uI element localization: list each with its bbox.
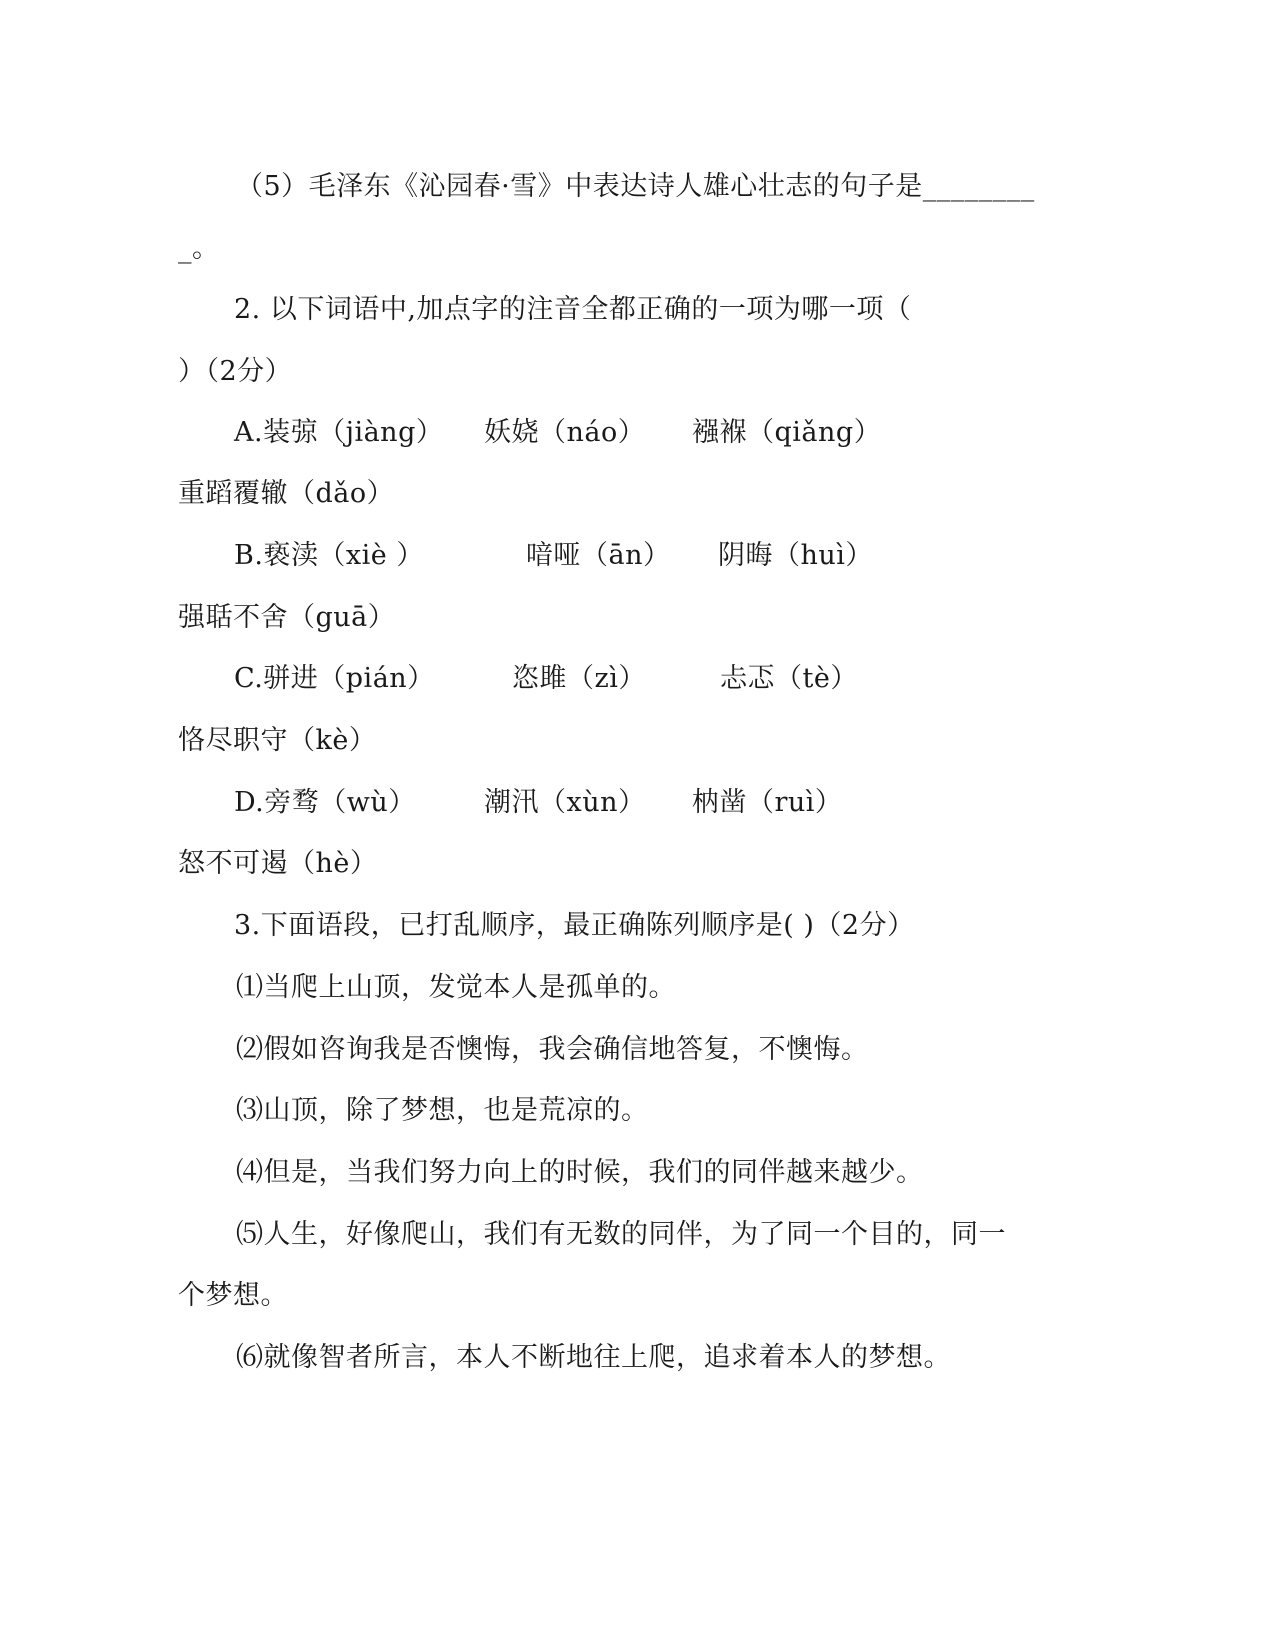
q2-option-d-item-2: 潮汛（xùn） xyxy=(484,787,646,818)
q3-stem: 3.下面语段，已打乱顺序，最正确陈列顺序是( )（2分） xyxy=(234,910,915,941)
q1-item5-continuation: _。 xyxy=(178,233,220,264)
q3-sentence-2: ⑵假如咨询我是否懊悔，我会确信地答复，不懊悔。 xyxy=(236,1034,869,1065)
q2-option-a-item-1: A.装弶（jiàng） xyxy=(234,417,444,448)
q2-option-a-item-4: 重蹈覆辙（dǎo） xyxy=(178,478,395,509)
q2-option-b-item-3: 阴晦（huì） xyxy=(718,540,873,571)
q3-sentence-3: ⑶山顶，除了梦想，也是荒凉的。 xyxy=(236,1095,649,1126)
q3-sentence-5: ⑸人生，好像爬山，我们有无数的同伴，为了同一个目的，同一 xyxy=(236,1219,1006,1250)
q3-sentence-4: ⑷但是，当我们努力向上的时候，我们的同伴越来越少。 xyxy=(236,1157,924,1188)
q2-stem: 2. 以下词语中,加点字的注音全都正确的一项为哪一项（ xyxy=(234,294,912,325)
q2-option-a-item-3: 襁褓（qiǎng） xyxy=(692,417,882,448)
q2-option-c-item-2: 恣雎（zì） xyxy=(512,663,646,694)
q2-option-b-item-2: 喑哑（ān） xyxy=(526,540,671,571)
q2-option-a-item-2: 妖娆（náo） xyxy=(484,417,646,448)
q3-sentence-6: ⑹就像智者所言，本人不断地往上爬，追求着本人的梦想。 xyxy=(236,1342,951,1373)
q2-option-d-item-1: D.旁骛（wù） xyxy=(234,787,416,818)
q1-item5-line: （5）毛泽东《沁园春·雪》中表达诗人雄心壮志的句子是________ xyxy=(236,171,1035,202)
q2-option-b-item-4: 强聒不舍（guā） xyxy=(178,602,396,633)
q2-stem-continuation: ）（2分） xyxy=(178,356,293,387)
q2-option-c-item-4: 恪尽职守（kè） xyxy=(178,725,377,756)
q3-sentence-1: ⑴当爬上山顶，发觉本人是孤单的。 xyxy=(236,972,676,1003)
q2-option-d-item-4: 怒不可遏（hè） xyxy=(178,848,378,879)
q3-sentence-5-continuation: 个梦想。 xyxy=(178,1280,288,1311)
q2-option-d-item-3: 枘凿（ruì） xyxy=(692,787,843,818)
q2-option-b-item-1: B.亵渎（xiè ） xyxy=(234,540,424,571)
q2-option-c-item-1: C.骈进（pián） xyxy=(234,663,435,694)
q2-option-c-item-3: 忐忑（tè） xyxy=(720,663,858,694)
